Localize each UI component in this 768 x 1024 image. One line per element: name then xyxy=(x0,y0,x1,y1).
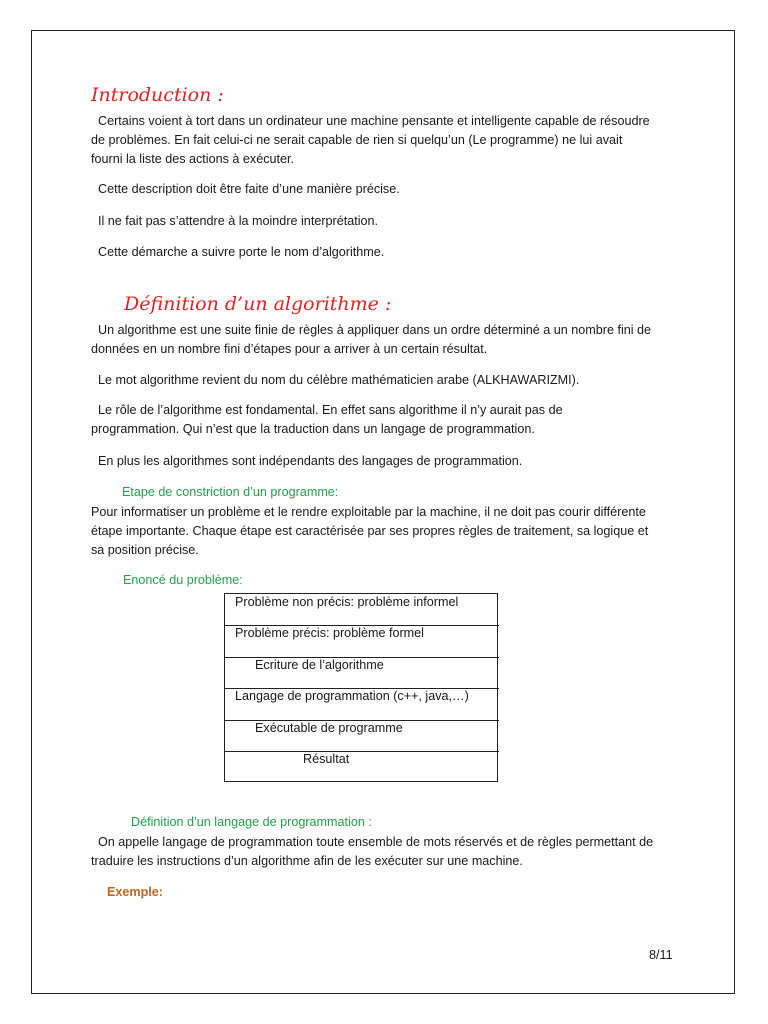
definition-paragraph-line: Un algorithme est une suite finie de règles à appliquer dans un ordre déterminé a un nombre fini de xyxy=(98,323,652,337)
intro-description-sentence: Cette description doit être faite d’une manière précise. xyxy=(98,182,400,196)
definition-paragraph-line: données en un nombre fini d’étapes pour a arriver à un certain résultat. xyxy=(91,342,488,356)
page-number: 8/11 xyxy=(649,948,673,962)
definition-independence-sentence: En plus les algorithmes sont indépendants des langages de programmation. xyxy=(98,454,523,468)
step-label: Problème précis: problème formel xyxy=(235,626,424,640)
intro-paragraph-line: de problèmes. En fait celui-ci ne serait capable de rien si quelqu’un (Le programme) ne lui avait xyxy=(91,133,623,147)
step-row xyxy=(225,751,499,783)
definition-algorithme-heading: Définition d’un algorithme : xyxy=(124,293,392,315)
intro-paragraph-line: Certains voient à tort dans un ordinateur une machine pensante et intelligente capable de résoudre xyxy=(98,114,650,128)
step-label: Exécutable de programme xyxy=(255,721,403,735)
step-row xyxy=(225,657,499,689)
step-row xyxy=(225,594,499,626)
etape-heading: Etape de constriction d’un programme: xyxy=(122,485,339,499)
exemple-heading: Exemple: xyxy=(107,885,163,899)
enonce-heading: Enoncé du problème: xyxy=(123,573,243,587)
etape-paragraph-line: étape importante. Chaque étape est caractérisée par ses propres règles de traitement, sa logique et xyxy=(91,524,649,538)
etape-paragraph-line: Pour informatiser un problème et le rendre exploitable par la machine, il ne doit pas courir différente xyxy=(91,505,646,519)
etape-paragraph-line: sa position précise. xyxy=(91,543,199,557)
langage-heading: Définition d’un langage de programmation : xyxy=(131,815,372,829)
introduction-heading: Introduction : xyxy=(91,84,224,106)
intro-algorithm-sentence: Cette démarche a suivre porte le nom d’algorithme. xyxy=(98,245,385,259)
step-row xyxy=(225,688,499,720)
langage-paragraph-line: On appelle langage de programmation toute ensemble de mots réservés et de règles permettant de xyxy=(98,835,654,849)
definition-role-line: Le rôle de l’algorithme est fondamental. En effet sans algorithme il n’y aurait pas de xyxy=(98,403,563,417)
definition-role-line: programmation. Qui n’est que la traduction dans un langage de programmation. xyxy=(91,422,535,436)
langage-paragraph-line: traduire les instructions d’un algorithme afin de les exécuter sur une machine. xyxy=(91,854,523,868)
step-label: Langage de programmation (c++, java,…) xyxy=(235,689,469,703)
intro-interpretation-sentence: Il ne fait pas s’attendre à la moindre interprétation. xyxy=(98,214,379,228)
step-label: Problème non précis: problème informel xyxy=(235,595,459,609)
step-row xyxy=(225,625,499,657)
step-label: Résultat xyxy=(303,752,350,766)
step-label: Ecriture de l’algorithme xyxy=(255,658,384,672)
step-row xyxy=(225,720,499,752)
intro-paragraph-line: fourni la liste des actions à exécuter. xyxy=(91,152,295,166)
definition-origin-sentence: Le mot algorithme revient du nom du célèbre mathématicien arabe (ALKHAWARIZMI). xyxy=(98,373,580,387)
steps-table xyxy=(224,593,498,782)
